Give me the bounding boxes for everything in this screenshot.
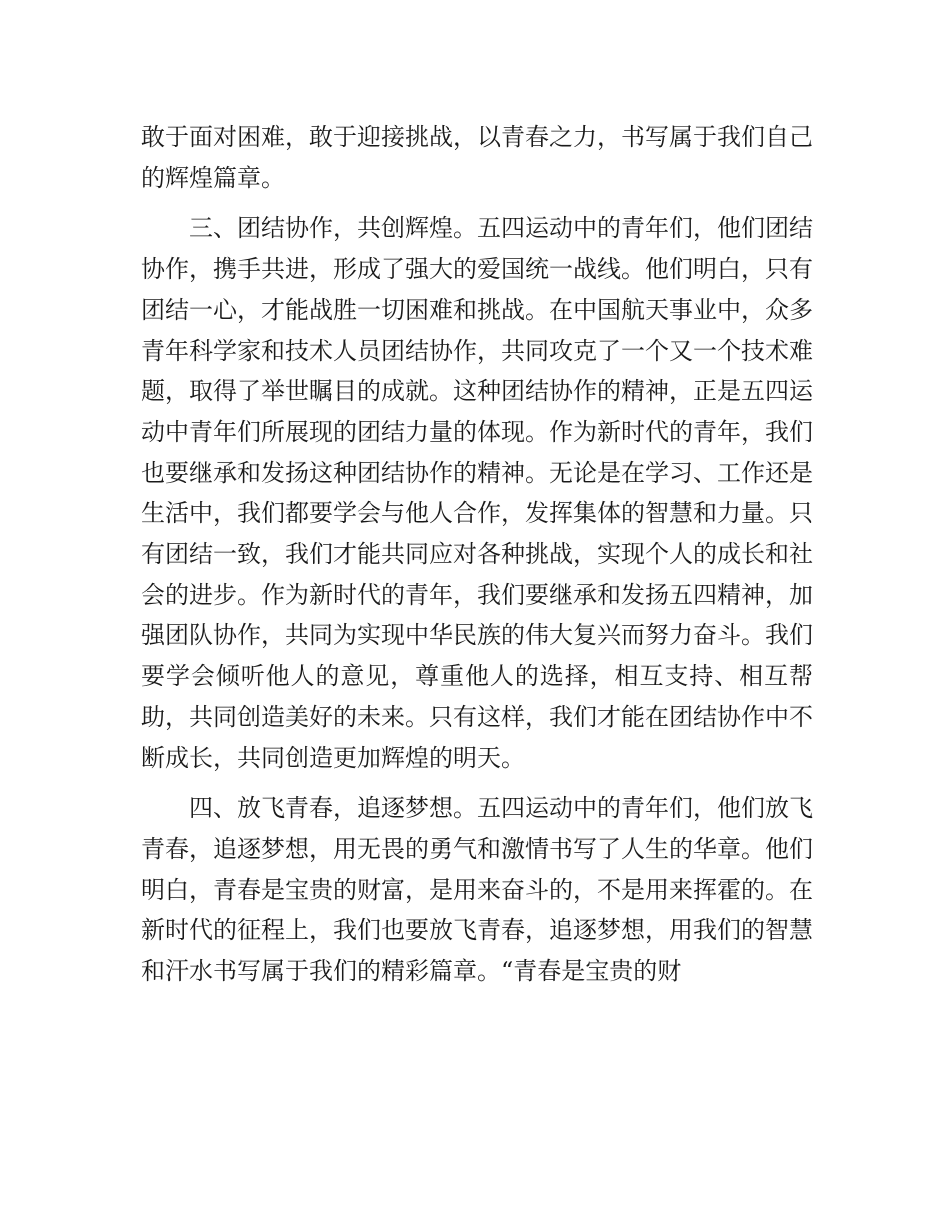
paragraph-continuation: 敢于面对困难，敢于迎接挑战，以青春之力，书写属于我们自己的辉煌篇章。 <box>141 123 813 192</box>
paragraph-section-three: 三、团结协作，共创辉煌。五四运动中的青年们，他们团结协作，携手共进，形成了强大的爱国统一战线。他们明白，只有团结一心，才能战胜一切困难和挑战。在中国航天事业中，众多青年科学家和技术人员团结协作，共同攻克了一个又一个技术难题，取得了举世瞩目的成就。这种团结协作的精神，正是五四运动中青年们所展现的团结力量的体现。作为新时代的青年，我们也要继承和发扬这种团结协作的精神。无论是在学习、工作还是生活中，我们都要学会与他人合作，发挥集体的智慧和力量。只有团结一致，我们才能共同应对各种挑战，实现个人的成长和社会的进步。作为新时代的青年，我们要继承和发扬五四精神，加强团队协作，共同为实现中华民族的伟大复兴而努力奋斗。我们要学会倾听他人的意见，尊重他人的选择，相互支持、相互帮助，共同创造美好的未来。只有这样，我们才能在团结协作中不断成长，共同创造更加辉煌的明天。 <box>141 214 813 772</box>
document-body <box>141 117 813 1002</box>
paragraph-section-four: 四、放飞青春，追逐梦想。五四运动中的青年们，他们放飞青春，追逐梦想，用无畏的勇气和激情书写了人生的华章。他们明白，青春是宝贵的财富，是用来奋斗的，不是用来挥霍的。在新时代的征程上，我们也要放飞青春，追逐梦想，用我们的智慧和汗水书写属于我们的精彩篇章。“青春是宝贵的财 <box>141 794 813 986</box>
